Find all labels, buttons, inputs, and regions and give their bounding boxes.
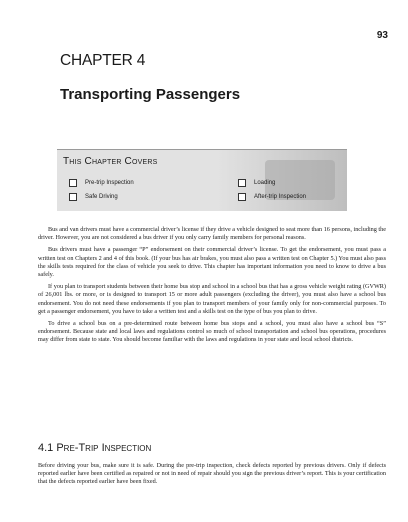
cover-item-label: Pre-trip Inspection xyxy=(85,180,134,186)
chapter-title: Transporting Passengers xyxy=(60,86,241,103)
section-text xyxy=(38,462,386,491)
paragraph: Before driving your bus, make sure it is safe. During the pre-trip inspection, check defects reported by previous drivers. Only if defects reported earlier have been certified as repaired or not in need of repair should you sign the previous driver’s report. This is your certification that the defects reported earlier have been fixed. xyxy=(38,462,386,486)
cover-item xyxy=(238,193,306,201)
checkbox-icon xyxy=(238,193,246,201)
bus-photo xyxy=(217,150,347,211)
body-text xyxy=(38,226,386,349)
covers-heading: This Chapter Covers xyxy=(63,156,158,167)
cover-item-label: Safe Driving xyxy=(85,194,118,200)
paragraph: Bus and van drivers must have a commercial driver’s license if they drive a vehicle designed to seat more than 16 persons, including the driver. However, you are not considered a bus driver if you only carry family members for personal reasons. xyxy=(38,226,386,242)
chapter-covers-box xyxy=(57,149,347,211)
checkbox-icon xyxy=(69,193,77,201)
paragraph: If you plan to transport students between their home bus stop and school in a school bus that has a gross vehicle weight rating (GVWR) of 26,001 lbs. or more, or is designed to transport 15 or more adult passengers (excluding the driver), you must also have a school bus endorsement. You do not need these endorsements if you plan to transport members of your family only for non-commercial purposes. To get a passenger endorsement, you have to take a written test and a skills test on the type of bus you plan to drive. xyxy=(38,283,386,315)
paragraph: Bus drivers must have a passenger “P” endorsement on their commercial driver’s license. To get the endorsement, you must pass a written test on Chapters 2 and 4 of this book. (If your bus has air brakes, you must also pass a written test on Chapter 5.) You must also pass the skills tests required for the class of vehicle you seek to drive. This chapter has important information you need to know to drive a bus safely. xyxy=(38,246,386,279)
cover-item xyxy=(238,179,275,187)
cover-item-label: After-trip Inspection xyxy=(254,194,307,200)
chapter-label: CHAPTER 4 xyxy=(60,52,146,69)
cover-item xyxy=(69,193,118,201)
page-number: 93 xyxy=(376,30,388,41)
checkbox-icon xyxy=(238,179,246,187)
checkbox-icon xyxy=(69,179,77,187)
cover-item-label: Loading xyxy=(254,180,276,186)
paragraph: To drive a school bus on a pre-determined route between home bus stops and a school, you must also have a school bus “S” endorsement. Because state and local laws and regulations control so much of school transportation and school bus operations, procedures may differ from state to state. You should become familiar with the laws and regulations in your state and local school districts. xyxy=(38,320,386,344)
section-heading: 4.1 Pre-Trip Inspection xyxy=(38,442,152,454)
cover-item xyxy=(69,179,134,187)
